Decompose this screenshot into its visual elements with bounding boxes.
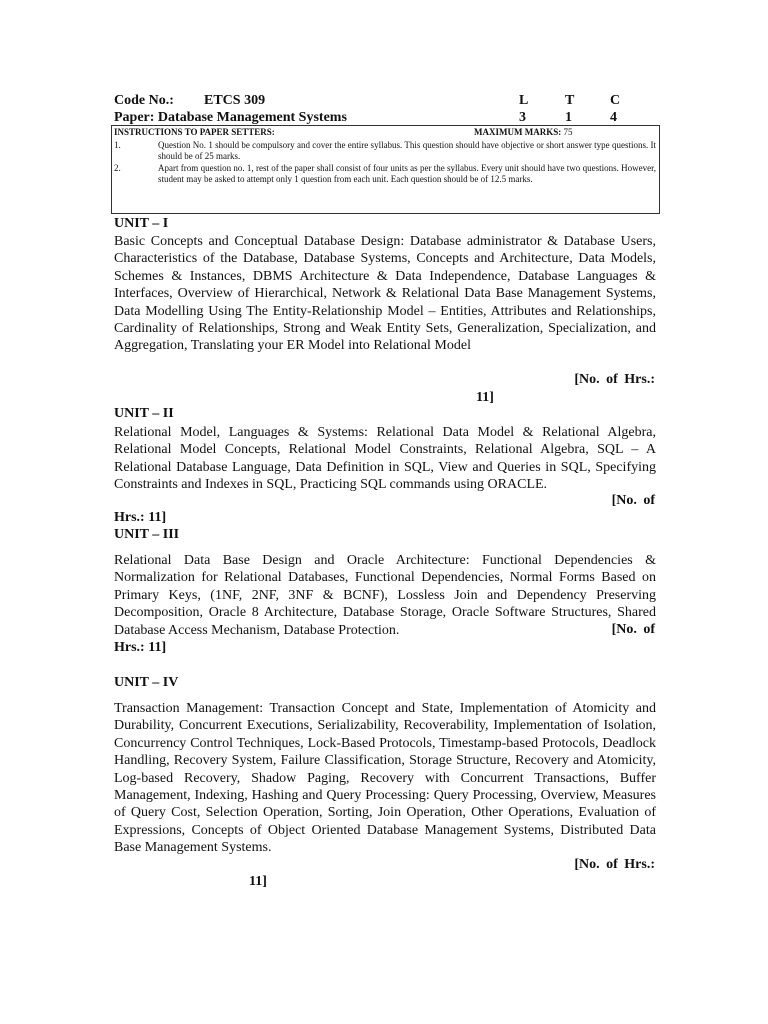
code-value: ETCS 309	[204, 93, 266, 108]
unit-1-hrs-b: 11]	[476, 390, 494, 405]
max-marks	[474, 127, 572, 138]
ltc-l-value: 3	[519, 110, 526, 125]
instruction-1-text: Question No. 1 should be compulsory and cover the entire syllabus. This question should have objective or short answer type questions. It should be of 25 marks.	[158, 140, 656, 161]
unit-2-hrs-b: Hrs.: 11]	[114, 510, 167, 525]
ltc-t-value: 1	[565, 110, 572, 125]
unit-1-title: UNIT – I	[114, 216, 169, 231]
unit-3-hrs-b: Hrs.: 11]	[114, 640, 167, 655]
unit-3-text: Relational Data Base Design and Oracle Architecture: Functional Dependencies & Normalization for Relational Databases, Functional Dependencies, Normal Forms Based on Primary Keys, (1NF, 2NF, 3NF & BCNF), Lossless Join and Dependency Preserving Decomposition, Oracle 8 Architecture, Database Storage, Oracle Software Structures, Shared Database Access Mechanism, Database Protection.	[114, 553, 656, 638]
unit-4-text: Transaction Management: Transaction Concept and State, Implementation of Atomicity and Durability, Concurrent Executions, Serializability, Recoverability, Implementation of Isolation, Concurrency Control Techniques, Lock-Based Protocols, Timestamp-based Protocols, Deadlock Handling, Recovery System, Failure Classification, Storage Structure, Recovery and Atomicity, Log-based Recovery, Shadow Paging, Recovery with Concurrent Transactions, Buffer Management, Indexing, Hashing and Query Processing: Query Processing, Overview, Measures of Query Cost, Selection Operation, Sorting, Join Operation, Other Operations, Evaluation of Expressions, Concepts of Object Oriented Database Management Systems, Distributed Data Base Management Systems.	[114, 701, 656, 856]
unit-3-hrs-a: [No. of	[611, 622, 655, 637]
code-label: Code No.:	[114, 93, 174, 108]
ltc-c-value: 4	[610, 110, 617, 125]
instruction-2-num: 2.	[114, 163, 121, 173]
unit-2-title: UNIT – II	[114, 406, 174, 421]
ltc-c-label: C	[610, 93, 621, 108]
max-marks-value: 75	[563, 127, 573, 137]
paper-title: Paper: Database Management Systems	[114, 110, 347, 125]
unit-3-title: UNIT – III	[114, 527, 180, 542]
ltc-t-label: T	[565, 93, 575, 108]
unit-4-hrs-b: 11]	[249, 874, 267, 889]
unit-1-text: Basic Concepts and Conceptual Database Design: Database administrator & Database Users, Characteristics of the Database, Database Systems, Concepts and Architecture, Data Models, Schemes & Instances, DBMS Architecture & Data Independence, Database Languages & Interfaces, Overview of Hierarchical, Network & Relational Data Base Management Systems, Data Modelling Using The Entity-Relationship Model – Entities, Attributes and Relationships, Cardinality of Relationships, Strong and Weak Entity Sets, Generalization, Specialization, and Aggregation, Translating your ER Model into Relational Model	[114, 234, 656, 354]
ltc-l-label: L	[519, 93, 529, 108]
unit-4-hrs-a: [No. of Hrs.:	[574, 857, 655, 872]
instruction-1-num: 1.	[114, 140, 121, 150]
unit-2-text: Relational Model, Languages & Systems: Relational Data Model & Relational Algebra, Relational Model Concepts, Relational Model Constraints, Relational Algebra, SQL – A Relational Database Language, Data Definition in SQL, View and Queries in SQL, Specifying Constraints and Indexes in SQL, Practicing SQL commands using ORACLE.	[114, 425, 656, 493]
unit-4-title: UNIT – IV	[114, 675, 179, 690]
max-marks-label: MAXIMUM MARKS:	[474, 127, 562, 137]
unit-2-hrs-a: [No. of	[611, 493, 655, 508]
instruction-2-text: Apart from question no. 1, rest of the paper shall consist of four units as per the syllabus. Every unit should have two questions. However, student may be asked to attempt only 1 question from each unit. Each question should be of 12.5 marks.	[158, 163, 656, 184]
instructions-title: INSTRUCTIONS TO PAPER SETTERS:	[114, 127, 275, 137]
unit-1-hrs-a: [No. of Hrs.:	[574, 372, 655, 387]
instructions-box	[111, 125, 660, 214]
